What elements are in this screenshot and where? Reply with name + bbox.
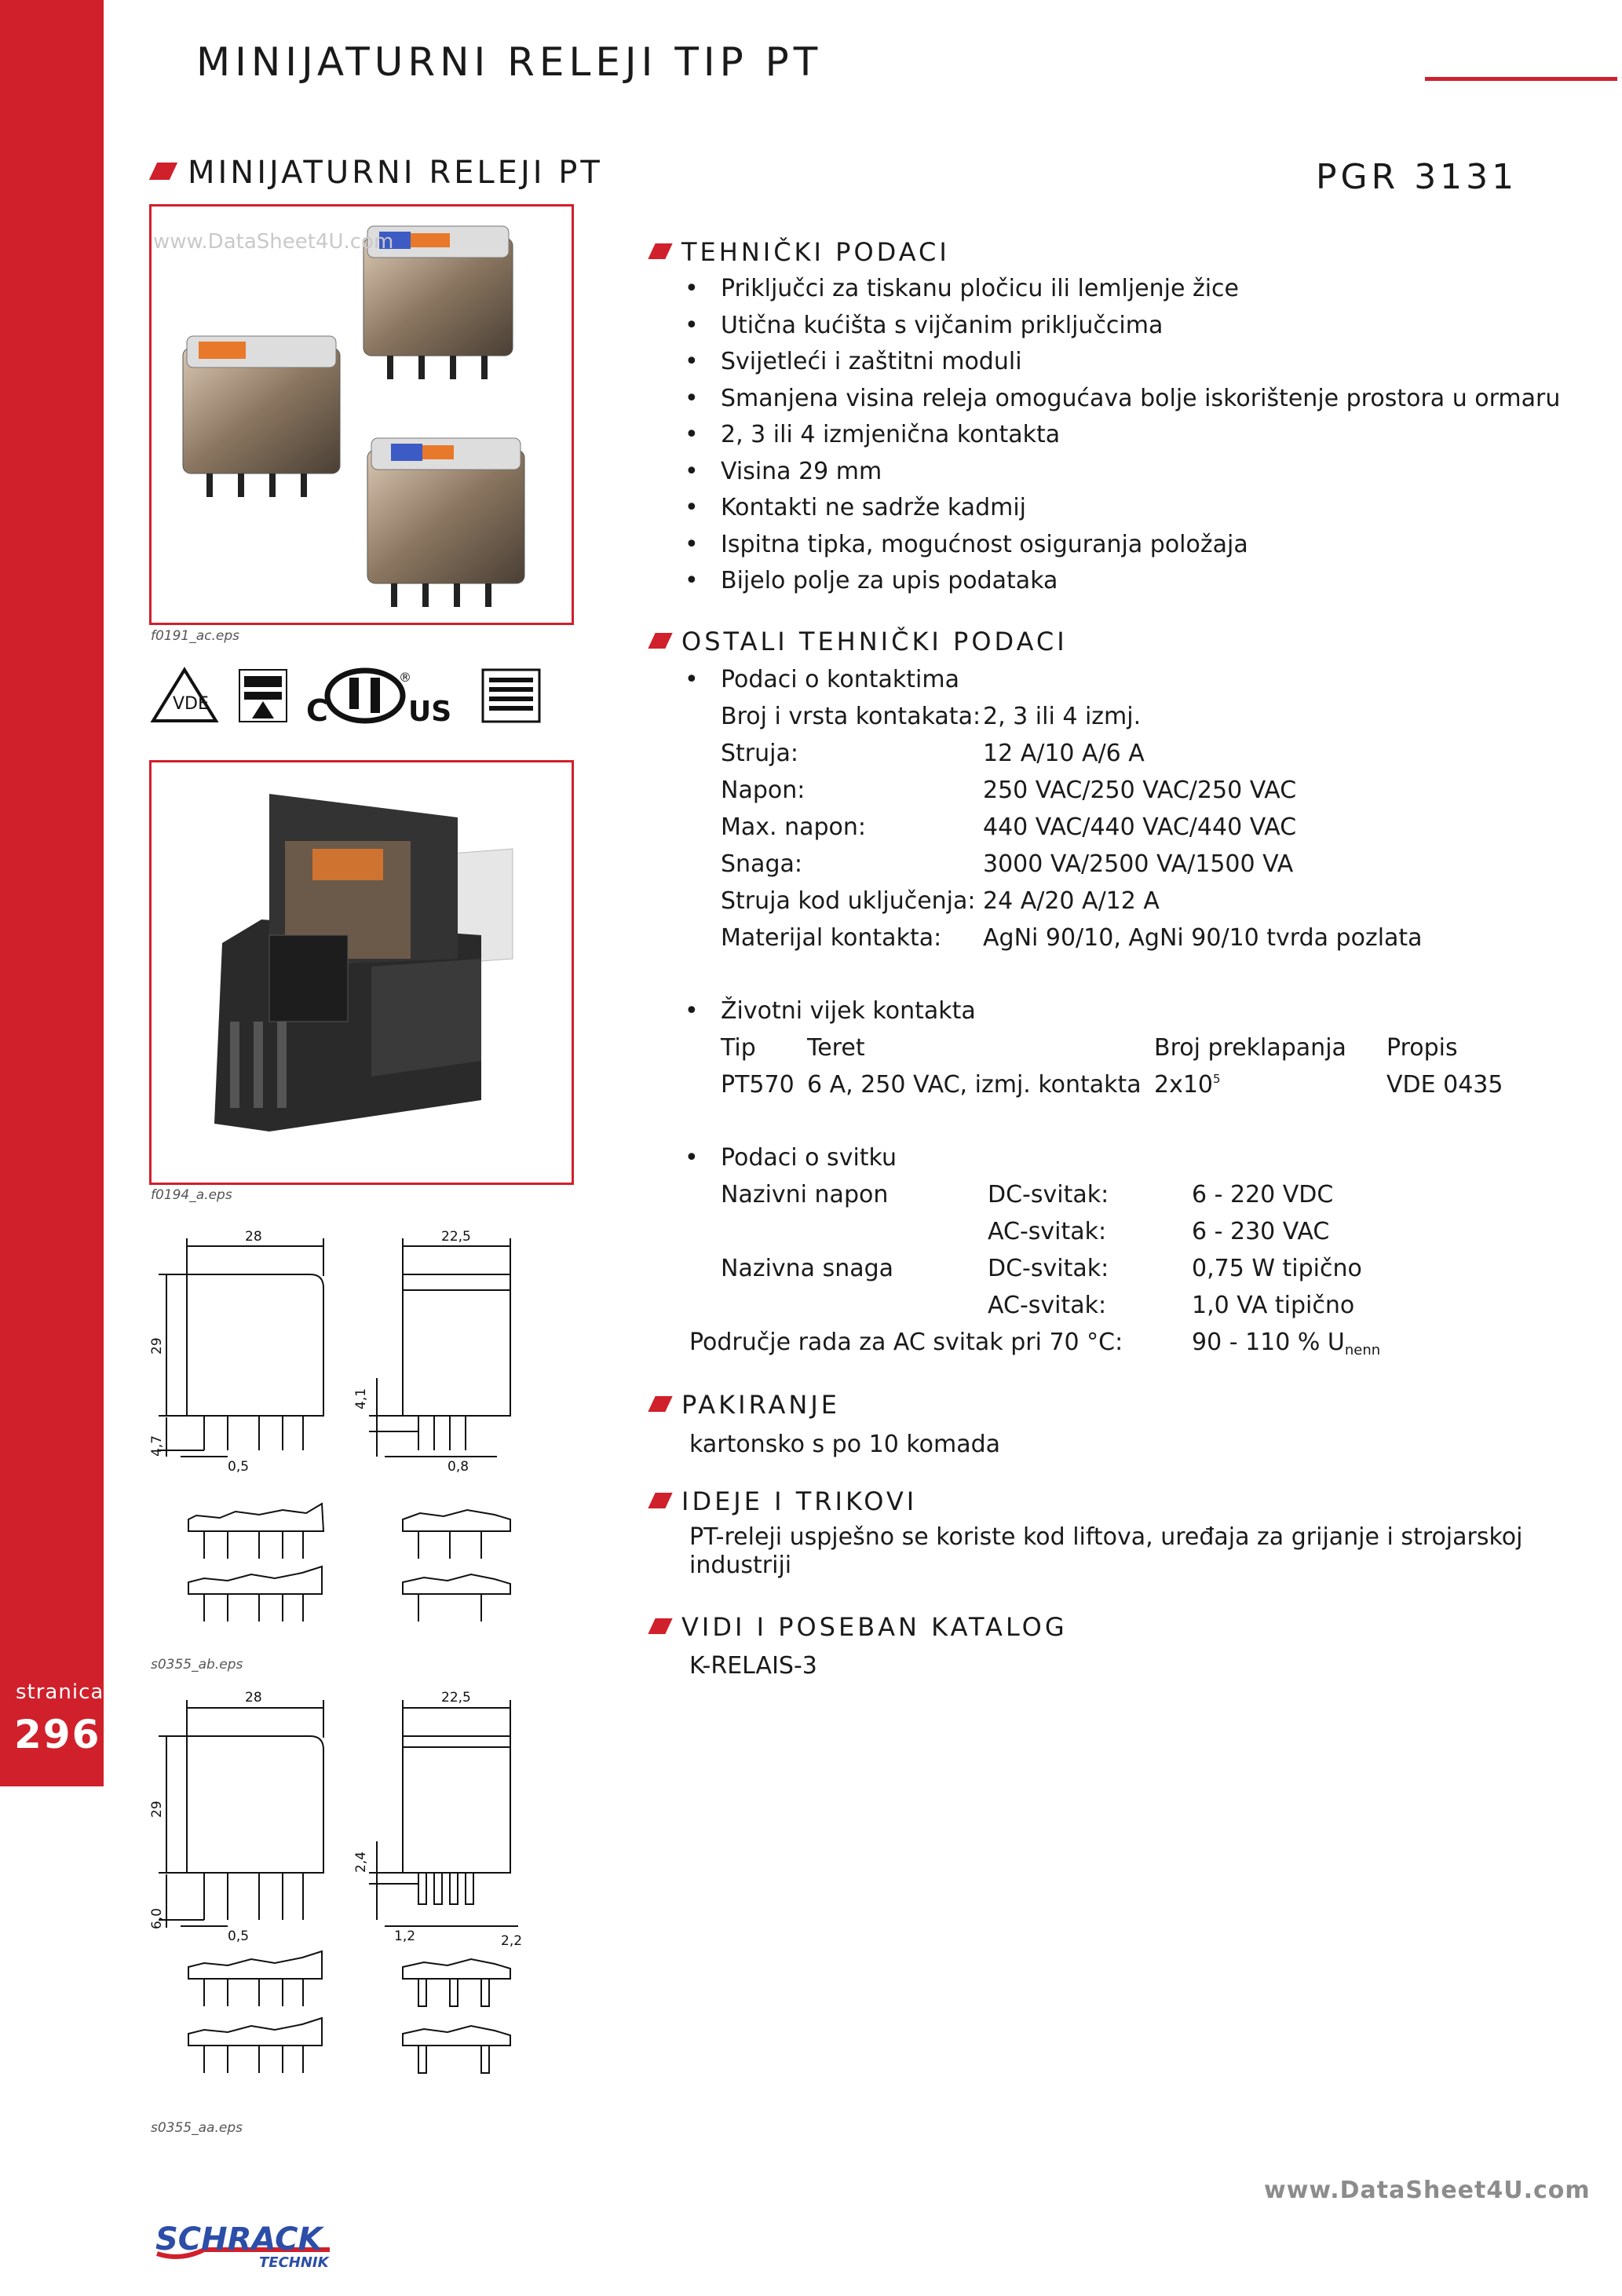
schrack-logo (149, 2218, 353, 2276)
contact-label: Snaga: (721, 850, 802, 878)
life-header-broj: Broj preklapanja (1154, 1034, 1346, 1062)
coil-row-label: Nazivna snaga (721, 1255, 894, 1282)
coil-row-kind: AC-svitak: (988, 1218, 1107, 1245)
heading-marker-icon (648, 1493, 672, 1508)
life-header-propis: Propis (1386, 1034, 1458, 1062)
logo-brand: SCHRACK (155, 2221, 323, 2258)
vde-triangle-icon (153, 670, 216, 721)
drawing-2-svg (149, 1684, 526, 2108)
contacts-label: Podaci o kontaktima (721, 666, 959, 693)
list-item: • Bijelo polje za upis podataka (683, 563, 1560, 600)
life-broj-exponent: 5 (1213, 1072, 1221, 1086)
range-subscript: nenn (1344, 1342, 1381, 1358)
heading-marker-icon (648, 1396, 672, 1412)
contact-value: 3000 VA/2500 VA/1500 VA (983, 850, 1294, 878)
ideas-text-line-2: industriji (689, 1552, 792, 1579)
tech-list (683, 271, 1560, 600)
d1-pin-w2: 0,8 (448, 1459, 469, 1475)
certification-logos (149, 666, 557, 732)
contact-value: 440 VAC/440 VAC/440 VAC (983, 813, 1297, 841)
tuv-icon (239, 670, 287, 722)
contact-value: 12 A/10 A/6 A (983, 740, 1145, 767)
caption-drawing-1: s0355_ab.eps (151, 1657, 243, 1673)
list-item: • 2, 3 ili 4 izmjenična kontakta (683, 417, 1560, 454)
coil-row-kind: AC-svitak: (988, 1292, 1107, 1319)
relay-photo (149, 204, 574, 625)
d1-pin-top: 4,1 (353, 1387, 369, 1409)
contact-label: Broj i vrsta kontakata: (721, 703, 981, 730)
list-item: • Ispitna tipka, mogućnost osiguranja položaja (683, 527, 1560, 564)
page-side-bar (0, 0, 104, 1786)
d2-width-2: 22,5 (441, 1690, 471, 1706)
d1-height: 29 (149, 1337, 165, 1355)
contact-value: 24 A/20 A/12 A (983, 887, 1160, 915)
contact-label: Max. napon: (721, 813, 867, 841)
contact-label: Struja kod uključenja: (721, 887, 976, 915)
d2-pin-w: 0,5 (228, 1929, 250, 1944)
caption-photo-2: f0194_a.eps (151, 1187, 232, 1203)
socket-photo (149, 760, 574, 1185)
caption-drawing-2: s0355_aa.eps (151, 2120, 243, 2136)
list-item: • Svijetleći i zaštitni moduli (683, 344, 1560, 381)
coil-row-value: 6 - 220 VDC (1192, 1181, 1334, 1208)
relay-illustration (152, 207, 572, 623)
list-item: • Smanjena visina releja omogućava bolje iskorištenje prostora u ormaru (683, 381, 1560, 418)
d1-width: 28 (245, 1229, 262, 1245)
coil-row-value: 1,0 VA tipično (1192, 1292, 1355, 1319)
d2-pin-len: 6,0 (149, 1907, 165, 1929)
life-propis: VDE 0435 (1386, 1071, 1503, 1099)
section-title: MINIJATURNI RELEJI PT (153, 155, 603, 191)
other-heading: OSTALI TEHNIČKI PODACI (652, 627, 1068, 656)
coil-label: Podaci o svitku (721, 1144, 897, 1172)
d2-height: 29 (149, 1801, 165, 1818)
bullet-icon: • (685, 997, 699, 1025)
watermark-top: www.DataSheet4U.com (153, 230, 394, 254)
list-item: • Kontakti ne sadrže kadmij (683, 490, 1560, 527)
range-label: Područje rada za AC svitak pri 70 °C: (689, 1329, 1123, 1356)
contact-value: 2, 3 ili 4 izmj. (983, 703, 1142, 730)
vde-logo-text: VDE (173, 694, 209, 714)
life-teret: 6 A, 250 VAC, izmj. kontakta (807, 1071, 1142, 1099)
heading-marker-icon (648, 243, 672, 259)
socket-illustration (152, 762, 572, 1183)
packing-text: kartonsko s po 10 komada (689, 1431, 1001, 1458)
heading-marker-icon (648, 633, 672, 649)
d1-pin-w: 0,5 (228, 1459, 250, 1475)
cert-c: C (306, 693, 328, 728)
list-item: • Priključci za tiskanu pločicu ili lemljenje žice (683, 271, 1560, 308)
section-marker-icon (149, 163, 177, 180)
bullet-icon: • (685, 666, 699, 693)
coil-row-value: 6 - 230 VAC (1192, 1218, 1330, 1245)
life-header-tip: Tip (721, 1034, 756, 1062)
logo-sub: TECHNIK (259, 2254, 329, 2271)
tech-heading: TEHNIČKI PODACI (652, 237, 950, 267)
life-tip: PT570 (721, 1071, 795, 1099)
life-label: Životni vijek kontakta (721, 997, 976, 1025)
coil-row-value: 0,75 W tipično (1192, 1255, 1362, 1282)
cert-illustration (149, 666, 557, 729)
product-code: PGR 3131 (1316, 157, 1518, 197)
coil-row-label: Nazivni napon (721, 1181, 889, 1208)
life-header-teret: Teret (807, 1034, 865, 1062)
life-broj: $2x10^5$ (1154, 1071, 1221, 1099)
cert-us: US (408, 696, 452, 728)
title-rule (1425, 77, 1617, 81)
page-number: 296 (14, 1712, 101, 1757)
ul-icon (306, 670, 451, 728)
d1-pin-len: 4,7 (149, 1435, 165, 1457)
coil-row-kind: DC-svitak: (988, 1181, 1109, 1208)
d1-width-2: 22,5 (441, 1229, 471, 1245)
dimension-drawing-2 (149, 1684, 526, 2111)
contact-value: AgNi 90/10, AgNi 90/10 tvrda pozlata (983, 924, 1423, 952)
contact-label: Materijal kontakta: (721, 924, 942, 952)
d2-width: 28 (245, 1690, 262, 1706)
dimension-drawing-1 (149, 1221, 526, 1664)
cert-reg: ® (399, 670, 411, 685)
drawing-1-svg (149, 1221, 526, 1661)
list-item: • Utična kućišta s vijčanim priključcima (683, 308, 1560, 345)
d2-pin-top: 2,4 (353, 1851, 369, 1873)
d2-pin-w2: 1,2 (394, 1929, 416, 1944)
approval-stamp-icon (483, 670, 539, 722)
d2-pin-w3: 2,2 (501, 1933, 523, 1949)
bullet-icon: • (685, 1144, 699, 1172)
catalog-text: K-RELAIS-3 (689, 1652, 817, 1680)
coil-row-kind: DC-svitak: (988, 1255, 1109, 1282)
page-label: stranica (16, 1680, 104, 1704)
page-title: MINIJATURNI RELEJI TIP PT (196, 39, 823, 85)
ideas-heading: IDEJE I TRIKOVI (652, 1486, 917, 1516)
packing-heading: PAKIRANJE (652, 1390, 840, 1420)
list-item: • Visina 29 mm (683, 454, 1560, 491)
ideas-text-line-1: PT-releji uspješno se koriste kod liftova, uređaja za grijanje i strojarskoj (689, 1523, 1523, 1551)
caption-photo-1: f0191_ac.eps (151, 628, 240, 644)
contact-label: Struja: (721, 740, 798, 767)
range-value: 90 - 110 % $U_{nenn}$ (1192, 1329, 1381, 1358)
heading-marker-icon (648, 1618, 672, 1634)
contact-value: 250 VAC/250 VAC/250 VAC (983, 777, 1297, 804)
contact-label: Napon: (721, 777, 806, 804)
watermark-bottom: www.DataSheet4U.com (1264, 2177, 1591, 2204)
logo-illustration (149, 2218, 353, 2273)
catalog-heading: VIDI I POSEBAN KATALOG (652, 1612, 1068, 1642)
